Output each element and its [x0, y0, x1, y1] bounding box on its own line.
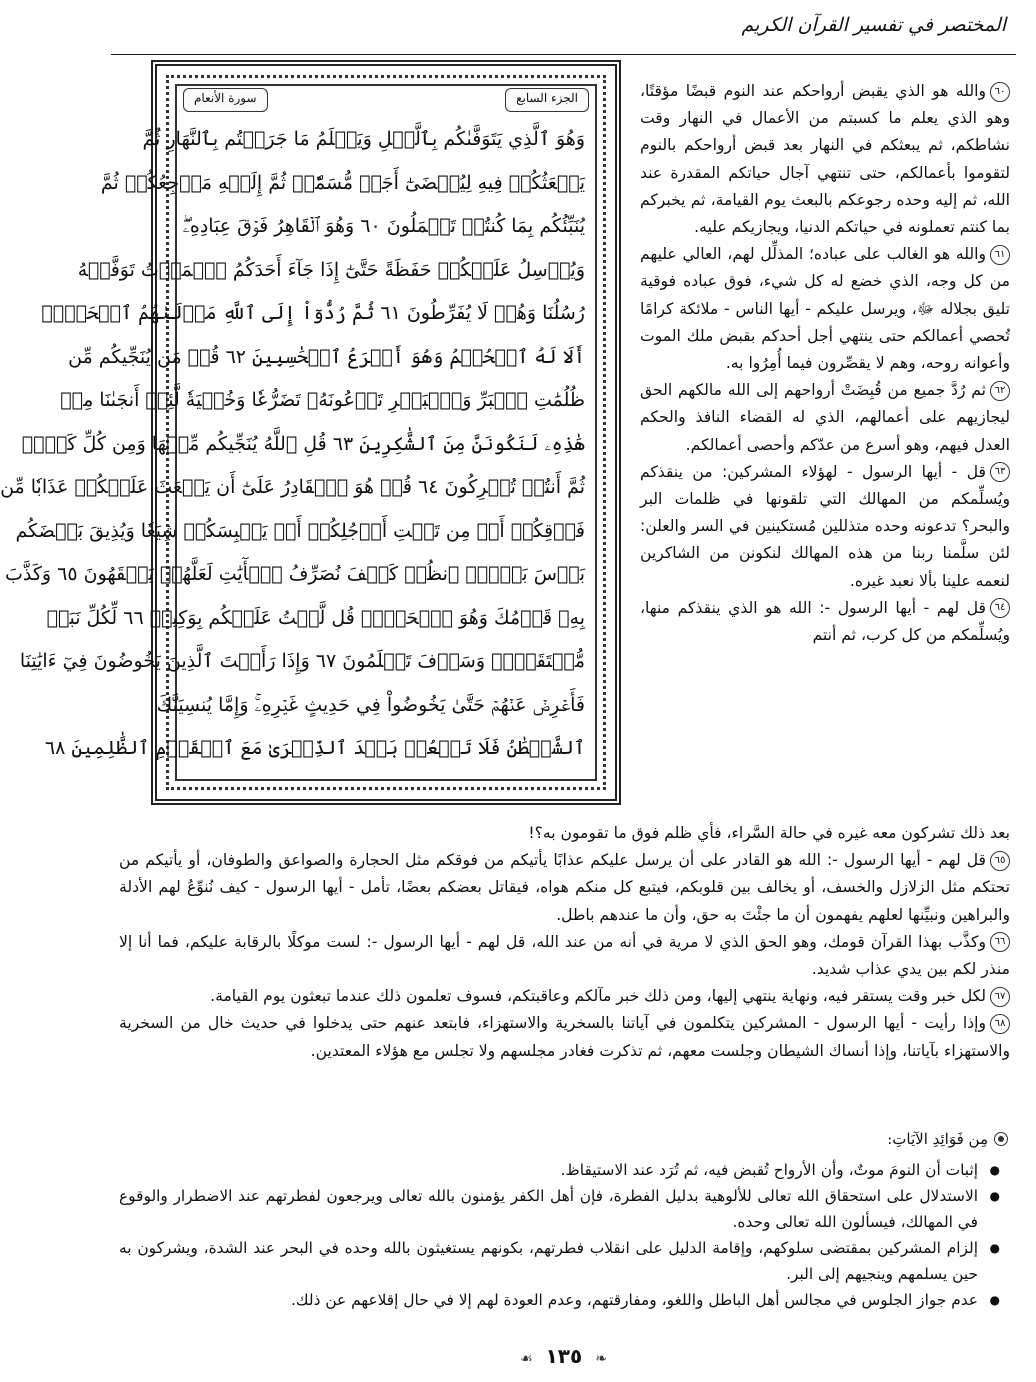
- tafsir-text: لكل خبر وقت يستقر فيه، ونهاية ينتهي إليها، ومن ذلك خبر مآلكم وعاقبتكم، فسوف تعلمون ذلك عندما تبعثون يوم القيامة.: [210, 987, 986, 1006]
- tafsir-paragraph: [119, 929, 1010, 983]
- mushaf-line: ثُمَّ أَنتُمۡ تُشۡرِكُونَ ٦٤ قُلۡ هُوَ ٱلۡقَادِرُ عَلَىٰٓ أَن يَبۡعَثَ عَلَيۡكُمۡ عَذَابٗا مِّن: [0, 476, 585, 498]
- mushaf-line: بِهِۦ قَوۡمُكَ وَهُوَ ٱلۡحَقُّۚ قُل لَّسۡتُ عَلَيۡكُم بِوَكِيلٖ ٦٦ لِّكُلِّ نَبَإٖ: [46, 606, 585, 629]
- tafsir-paragraph: [119, 1010, 1010, 1064]
- verse-number-badge: ٦١: [990, 245, 1010, 265]
- tafsir-paragraph: [640, 377, 1010, 459]
- tafsir-text: والله هو الذي يقبض أرواحكم عند النوم قبضًا مؤقتًا، وهو الذي يعلم ما كسبتم من الأعمال في النهار وقت نشاطكم، ثم يبعثكم في النهار بعد قبض أرواحكم بالنوم لتقوموا بأعمالكم، حتى تنتهي آجال حياتكم المقدرة عند الله، ثم إليه وحده رجوعكم بالبعث يوم القيامة، ثم يخبركم بما كنتم تعملونه في حياتكم الدنيا، ويجازيكم عليه.: [640, 82, 1010, 237]
- tafsir-text: بعد ذلك تشركون معه غيره في حالة السَّراء، فأي ظلم فوق ما تقومون به؟!: [528, 824, 1010, 842]
- benefit-item: ● الاستدلال على استحقاق الله تعالى للألوهية بدليل الفطرة، فإن أهل الكفر يؤمنون بالله تعالى ويرجعون لفطرتهم عند الاضطرار والوقوع في المهالك، فيسألون الله تعالى وحده.: [119, 1183, 1000, 1235]
- page-number: ١٣٥: [545, 1344, 583, 1368]
- tafsir-full-width: [119, 820, 1010, 1065]
- mushaf-line: هَٰذِهِۦ لَنَكُونَنَّ مِنَ ٱلشَّٰكِرِينَ ٦٣ قُلِ ٱللَّهُ يُنَجِّيكُم مِّنۡهَا وَمِن كُلِّ كَرۡبٖ: [21, 432, 585, 455]
- verse-number-badge: ٦٢: [990, 381, 1010, 401]
- tafsir-paragraph: [119, 983, 1010, 1010]
- verse-number-badge: ٦٥: [990, 851, 1010, 871]
- mushaf-line: ٱلشَّيۡطَٰنُ فَلَا تَقۡعُدۡ بَعۡدَ ٱلذِّكۡرَىٰ مَعَ ٱلۡقَوۡمِ ٱلظَّٰلِمِينَ ٦٨: [44, 737, 585, 759]
- tafsir-paragraph: [119, 820, 1010, 847]
- verse-number-badge: ٦٠: [990, 82, 1010, 102]
- verse-number-badge: ٦٤: [990, 598, 1010, 618]
- verse-number-badge: ٦٧: [990, 987, 1010, 1007]
- benefits-list: [119, 1157, 1000, 1313]
- tafsir-paragraph: [640, 78, 1010, 241]
- tafsir-paragraph: [640, 459, 1010, 595]
- mushaf-frame: [0, 60, 621, 805]
- benefits-heading: [887, 1130, 1008, 1148]
- page-footer: [91, 1344, 1036, 1368]
- verse-number-badge: ٦٨: [990, 1014, 1010, 1034]
- mushaf-line: أَلَا لَهُ ٱلۡحُكۡمُ وَهُوَ أَسۡرَعُ ٱلۡحَٰسِبِينَ ٦٢ قُلۡ مَن يُنَجِّيكُم مِّن: [68, 345, 585, 368]
- juz-label: الجزء السابع: [505, 88, 589, 112]
- tafsir-text: والله هو الغالب على عباده؛ المذلِّل لهم، العالي عليهم من كل وجه، الذي خضع له كل شيء، فوق عباده فوقية تليق بجلاله ﷻ، ويرسل عليكم - أيها الناس - ملائكة كرامًا تُحصي أعمالكم حتى ينتهي أجل أحدكم بقبض ملك الموت وأعوانه روحه، وهم لا يقصِّرون فيما أُمِرُوا به.: [640, 245, 1010, 373]
- ornament-left-icon: ❧: [595, 1351, 607, 1367]
- tafsir-paragraph: [119, 847, 1010, 929]
- mushaf-line: يَبۡعَثُكُمۡ فِيهِ لِيُقۡضَىٰٓ أَجَلٞ مُّسَمّٗىۖ ثُمَّ إِلَيۡهِ مَرۡجِعُكُمۡ ثُمَّ: [100, 171, 585, 194]
- mushaf-line: فَأَعۡرِضۡ عَنۡهُمۡ حَتَّىٰ يَخُوضُواْ فِي حَدِيثٍ غَيۡرِهِۦۚ وَإِمَّا يُنسِيَنَّكَ: [156, 693, 585, 716]
- mushaf-line: بَأۡسَ بَعۡضٍۗ ٱنظُرۡ كَيۡفَ نُصَرِّفُ ٱلۡأٓيَٰتِ لَعَلَّهُمۡ يَفۡقَهُونَ ٦٥ وَكَذَّبَ: [5, 563, 585, 585]
- tafsir-text: ثم رُدَّ جميع من قُبِضَتْ أرواحهم إلى الله مالكهم الحق ليجازيهم على أعمالهم، الذي له القضاء النافذ والحكم العدل فيهم، وهو أسرع من عدّكم وأحصى أعمالكم.: [640, 381, 1010, 454]
- tafsir-text: وإذا رأيت - أيها الرسول - المشركين يتكلمون في آياتنا بالسخرية والاستهزاء، فابتعد عنهم حتى يدخلوا في حديث خال من السخرية والاستهزاء بآياتنا، وإذا أنساك الشيطان وجلست معهم، ثم تذكرت فغادر مجلسهم ولا تجلس مع هؤلاء المعتدين.: [119, 1014, 1010, 1060]
- benefit-item: ● عدم جواز الجلوس في مجالس أهل الباطل واللغو، ومفارقتهم، وعدم العودة لهم إلا في حال إقلاعهم عن ذلك.: [119, 1287, 1000, 1313]
- mushaf-line: رُسُلُنَا وَهُمۡ لَا يُفَرِّطُونَ ٦١ ثُمَّ رُدُّوٓاْ إِلَى ٱللَّهِ مَوۡلَىٰهُمُ ٱلۡحَقِّۚ: [41, 302, 585, 324]
- tafsir-text: قل - أيها الرسول - لهؤلاء المشركين: من ينقذكم ويُسلِّمكم من المهالك التي تلقونها في ظلمات البر والبحر؟ تدعونه وحده متذللين مُستكينين في السر والعلن: لئن سلَّمنا ربنا من هذه المهالك لنكونن من الشاكرين لنعمه علينا بألا نعبد غيره.: [640, 462, 1010, 590]
- surah-label: سورة الأنعام: [183, 88, 268, 112]
- mushaf-line: يُنَبِّئُكُم بِمَا كُنتُمۡ تَعۡمَلُونَ ٦٠ وَهُوَ ٱلۡقَاهِرُ فَوۡقَ عِبَادِهِۦۖ: [182, 215, 585, 237]
- mushaf-line: ظُلُمَٰتِ ٱلۡبَرِّ وَٱلۡبَحۡرِ تَدۡعُونَهُۥ تَضَرُّعٗا وَخُفۡيَةٗ لَّئِنۡ أَنجَىٰنَا مِنۡ: [60, 389, 585, 411]
- verse-number-badge: ٦٦: [990, 932, 1010, 952]
- verse-number-badge: ٦٣: [990, 462, 1010, 482]
- tafsir-column: [640, 78, 1010, 649]
- mushaf-line: وَهُوَ ٱلَّذِي يَتَوَفَّىٰكُم بِٱلَّيۡلِ وَيَعۡلَمُ مَا جَرَحۡتُم بِٱلنَّهَارِ ثُمَّ: [142, 128, 585, 150]
- ornament-right-icon: ☙: [520, 1351, 533, 1367]
- tafsir-text: قل لهم - أيها الرسول -: الله هو القادر على أن يرسل عليكم عذابًا يأتيكم من فوقكم مثل الحجارة والصواعق والطوفان، أو يأتيكم من تحتكم مثل الزلازل والخسف، أو يخالف بين قلوبكم، فيتبع كل منكم هواه، فيقاتل بعضكم بعضًا، تأمل - أيها الرسول - كيف نُنوِّعُ لهم الأدلة والبراهين ونبيِّنها لعلهم يفهمون أن ما جئْتَ به حق، وأن ما عندهم باطل.: [119, 851, 1010, 924]
- tafsir-text: وكذَّب بهذا القرآن قومك، وهو الحق الذي لا مرية في أنه من عند الله، قل لهم - أيها الرسول -: لست موكلًا بالرقابة عليكم، فما أنا إلا منذر لكم بين يدي عذاب شديد.: [119, 932, 1010, 979]
- mushaf-line: مُّسۡتَقَرّٞۚ وَسَوۡفَ تَعۡلَمُونَ ٦٧ وَإِذَا رَأَيۡتَ ٱلَّذِينَ يَخُوضُونَ فِيٓ ءَايَٰتِنَا: [19, 650, 585, 672]
- benefits-title: مِن فَوَائِدِ الآيَاتِ:: [887, 1130, 988, 1148]
- tafsir-paragraph: [640, 241, 1010, 377]
- benefit-item: ● إلزام المشركين بمقتضى سلوكهم، وإقامة الدليل على انقلاب فطرتهم، بكونهم يستغيثون بالله وحده في البحر عند الشدة، ويشركون به حين يسلمهم وينجيهم إلى البر.: [119, 1235, 1000, 1287]
- tafsir-paragraph: [640, 595, 1010, 649]
- book-title: المختصر في تفسير القرآن الكريم: [741, 14, 1006, 36]
- mushaf-line: وَيُرۡسِلُ عَلَيۡكُمۡ حَفَظَةً حَتَّىٰٓ إِذَا جَآءَ أَحَدَكُمُ ٱلۡمَوۡتُ تَوَفَّتۡهُ: [77, 258, 585, 281]
- mushaf-line: فَوۡقِكُمۡ أَوۡ مِن تَحۡتِ أَرۡجُلِكُمۡ أَوۡ يَلۡبِسَكُمۡ شِيَعٗا وَيُذِيقَ بَعۡضَكُم: [15, 519, 585, 542]
- tafsir-text: قل لهم - أيها الرسول -: الله هو الذي ينقذكم منها، ويُسلِّمكم من كل كرب، ثم أنتم: [640, 598, 1010, 645]
- ornament-bullet-icon: [994, 1132, 1008, 1146]
- header-divider: [111, 54, 1016, 55]
- benefit-item: ● إثبات أن النومَ موتٌ، وأن الأرواح تُقبض فيه، ثم تُرَد عند الاستيقاظ.: [119, 1157, 1000, 1183]
- mushaf-header: [183, 88, 589, 112]
- mushaf-text: [0, 118, 585, 771]
- mushaf-ornamental-border: [0, 70, 611, 795]
